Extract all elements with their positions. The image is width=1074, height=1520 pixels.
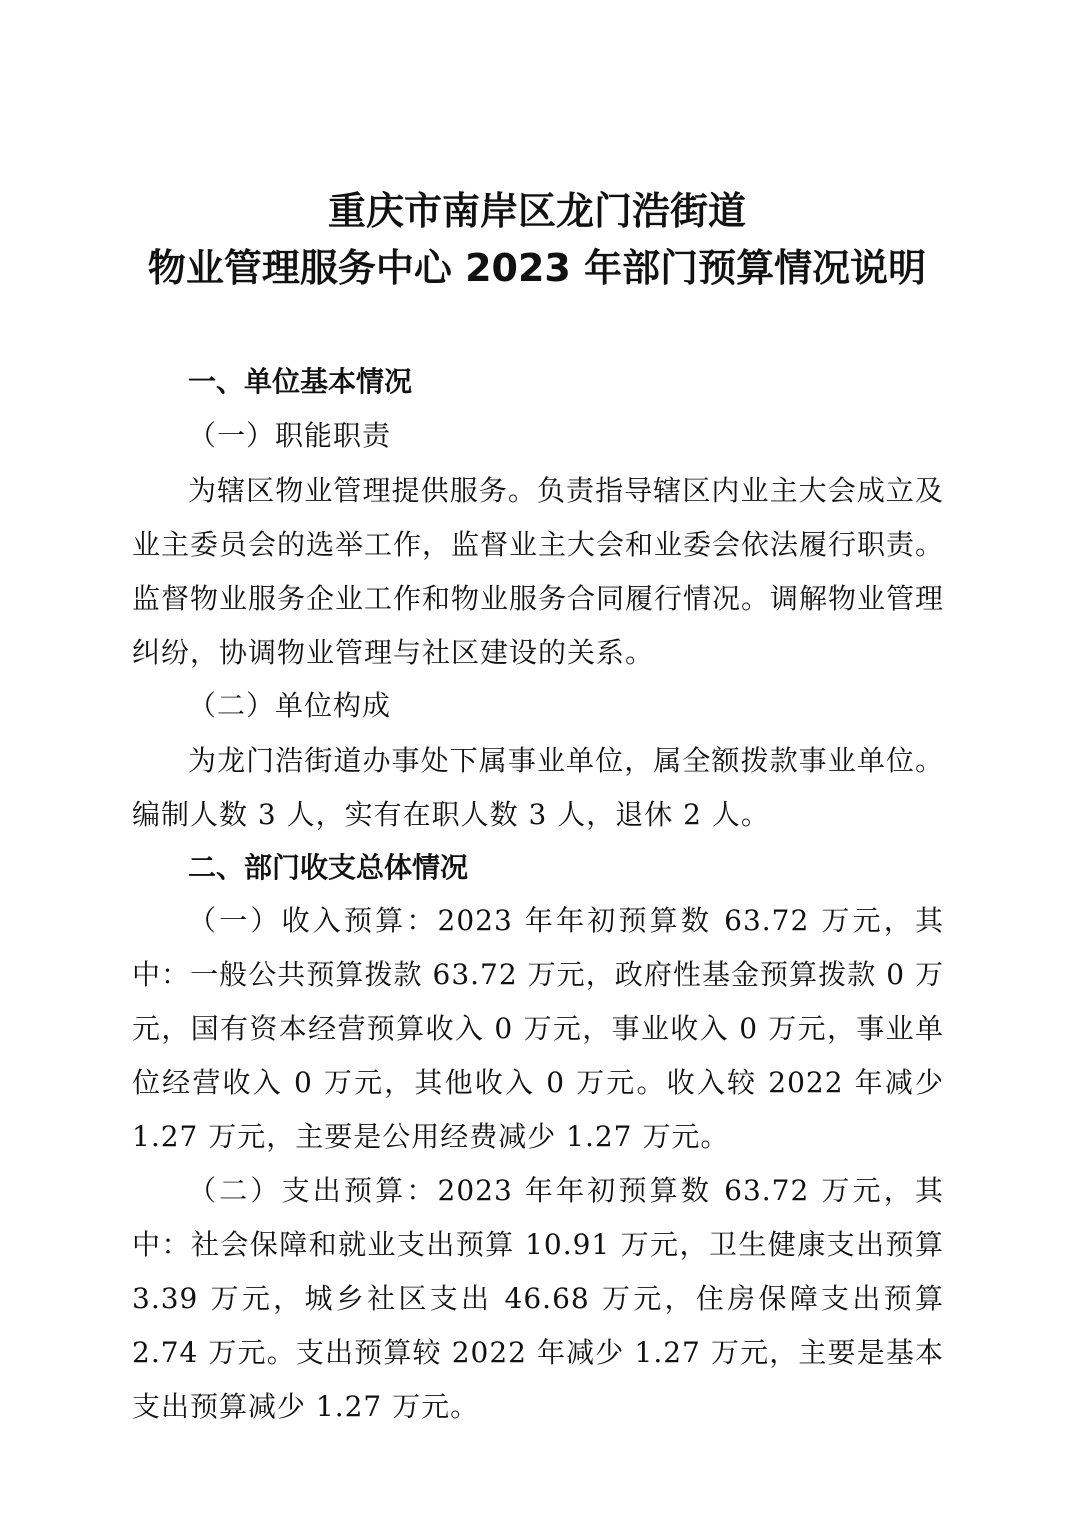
section1-sub1-heading: （一）职能职责	[188, 419, 392, 452]
document-title-line1: 重庆市南岸区龙门浩街道	[327, 189, 746, 233]
section1-heading: 一、单位基本情况	[188, 365, 413, 398]
section1-sub1-paragraph: 为辖区物业管理提供服务。负责指导辖区内业主大会成立及业主委员会的选举工作，监督业主大会和业委会依法履行职责。监督物业服务企业工作和物业服务合同履行情况。调解物业管理纠纷，协调物业管理与社区建设的关系。	[132, 474, 945, 669]
income-budget-paragraph	[132, 894, 944, 1164]
section1-sub2-heading: （二）单位构成	[188, 689, 392, 722]
section2-heading: 二、部门收支总体情况	[188, 851, 469, 884]
expense-budget-lead: （二）支出预算：	[188, 1174, 438, 1207]
expense-budget-paragraph	[132, 1164, 944, 1434]
section1-sub2-paragraph: 为龙门浩街道办事处下属事业单位，属全额拨款事业单位。编制人数 3 人，实有在职人数 3 人，退休 2 人。	[132, 744, 944, 831]
expense-budget-text: 2023 年年初预算数 63.72 万元，其中：社会保障和就业支出预算 10.91 万元，卫生健康支出预算 3.39 万元，城乡社区支出 46.68 万元，住房保障支出预算 2.74 万元。支出预算较 2022 年减少 1.27 万元，主要是基本支出预算减少 1.27 万元。	[132, 1174, 944, 1423]
income-budget-text: 2023 年年初预算数 63.72 万元，其中：一般公共预算拨款 63.72 万元，政府性基金预算拨款 0 万元，国有资本经营预算收入 0 万元，事业收入 0 万元，事业单位经营收入 0 万元，其他收入 0 万元。收入较 2022 年减少 1.27 万元，主要是公用经费减少 1.27 万元。	[132, 904, 944, 1153]
document-title-line2: 物业管理服务中心 2023 年部门预算情况说明	[147, 246, 927, 290]
income-budget-lead: （一）收入预算：	[188, 904, 438, 937]
